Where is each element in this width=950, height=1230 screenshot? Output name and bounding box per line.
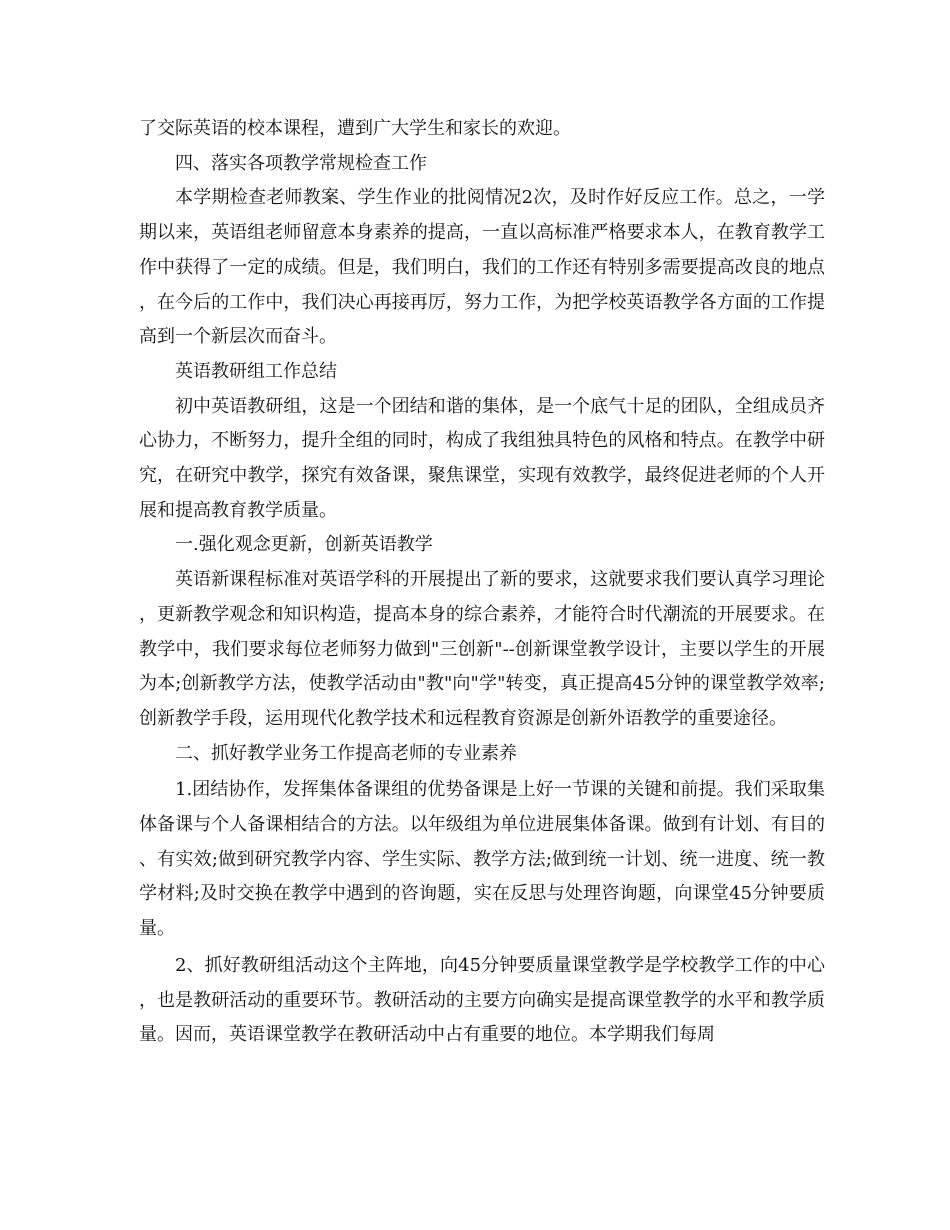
paragraph-teaching-research: 2、抓好教研组活动这个主阵地，向45分钟要质量课堂教学是学校教学工作的中心，也是教研活动的重要环节。教研活动的主要方向确实是提高课堂教学的水平和教学质量。因而，英语课堂教学在教研活动中占有重要的地位。本学期我们每周	[139, 954, 825, 1046]
paragraph-group-intro: 初中英语教研组，这是一个团结和谐的集体，是一个底气十足的团队，全组成员齐心协力，不断努力，提升全组的同时，构成了我组独具特色的风格和特点。在教学中研究，在研究中教学，探究有效备课，聚焦课堂，实现有效教学，最终促进老师的个人开展和提高教育教学质量。	[139, 395, 825, 521]
section-heading-2: 二、抓好教学业务工作提高老师的专业素养	[175, 742, 517, 764]
paragraph-inspection-summary: 本学期检查老师教案、学生作业的批阅情况2次，及时作好反应工作。总之，一学期以来，英语组老师留意本身素养的提高，一直以高标准严格要求本人，在教育教学工作中获得了一定的成绩。但是，我们明白，我们的工作还有特别多需要提高改良的地点，在今后的工作中，我们决心再接再厉，努力工作，为把学校英语教学各方面的工作提高到一个新层次而奋斗。	[139, 187, 825, 348]
section-heading-4: 四、落实各项教学常规检查工作	[175, 152, 427, 174]
paragraph-continuation: 了交际英语的校本课程，遭到广大学生和家长的欢迎。	[139, 118, 571, 139]
section-heading-1: 一.强化观念更新，创新英语教学	[175, 534, 433, 556]
paragraph-curriculum: 英语新课程标准对英语学科的开展提出了新的要求，这就要求我们要认真学习理论，更新教学观念和知识构造，提高本身的综合素养，才能符合时代潮流的开展要求。在教学中，我们要求每位老师努力做到"三创新"--创新课堂教学设计，主要以学生的开展为本;创新教学方法，使教学活动由"教"向"学"转变，真正提高45分钟的课堂教学效率;创新教学手段，运用现代化教学技术和远程教育资源是创新外语教学的重要途径。	[139, 569, 825, 729]
paragraph-collective-prep: 1.团结协作，发挥集体备课组的优势备课是上好一节课的关键和前提。我们采取集体备课与个人备课相结合的方法。以年级组为单位进展集体备课。做到有计划、有目的、有实效;做到研究教学内容、学生实际、教学方法;做到统一计划、统一进度、统一教学材料;及时交换在教学中遇到的咨询题，实在反思与处理咨询题，向课堂45分钟要质量。	[139, 779, 825, 940]
document-body	[139, 112, 825, 1053]
document-subtitle: 英语教研组工作总结	[175, 360, 337, 382]
